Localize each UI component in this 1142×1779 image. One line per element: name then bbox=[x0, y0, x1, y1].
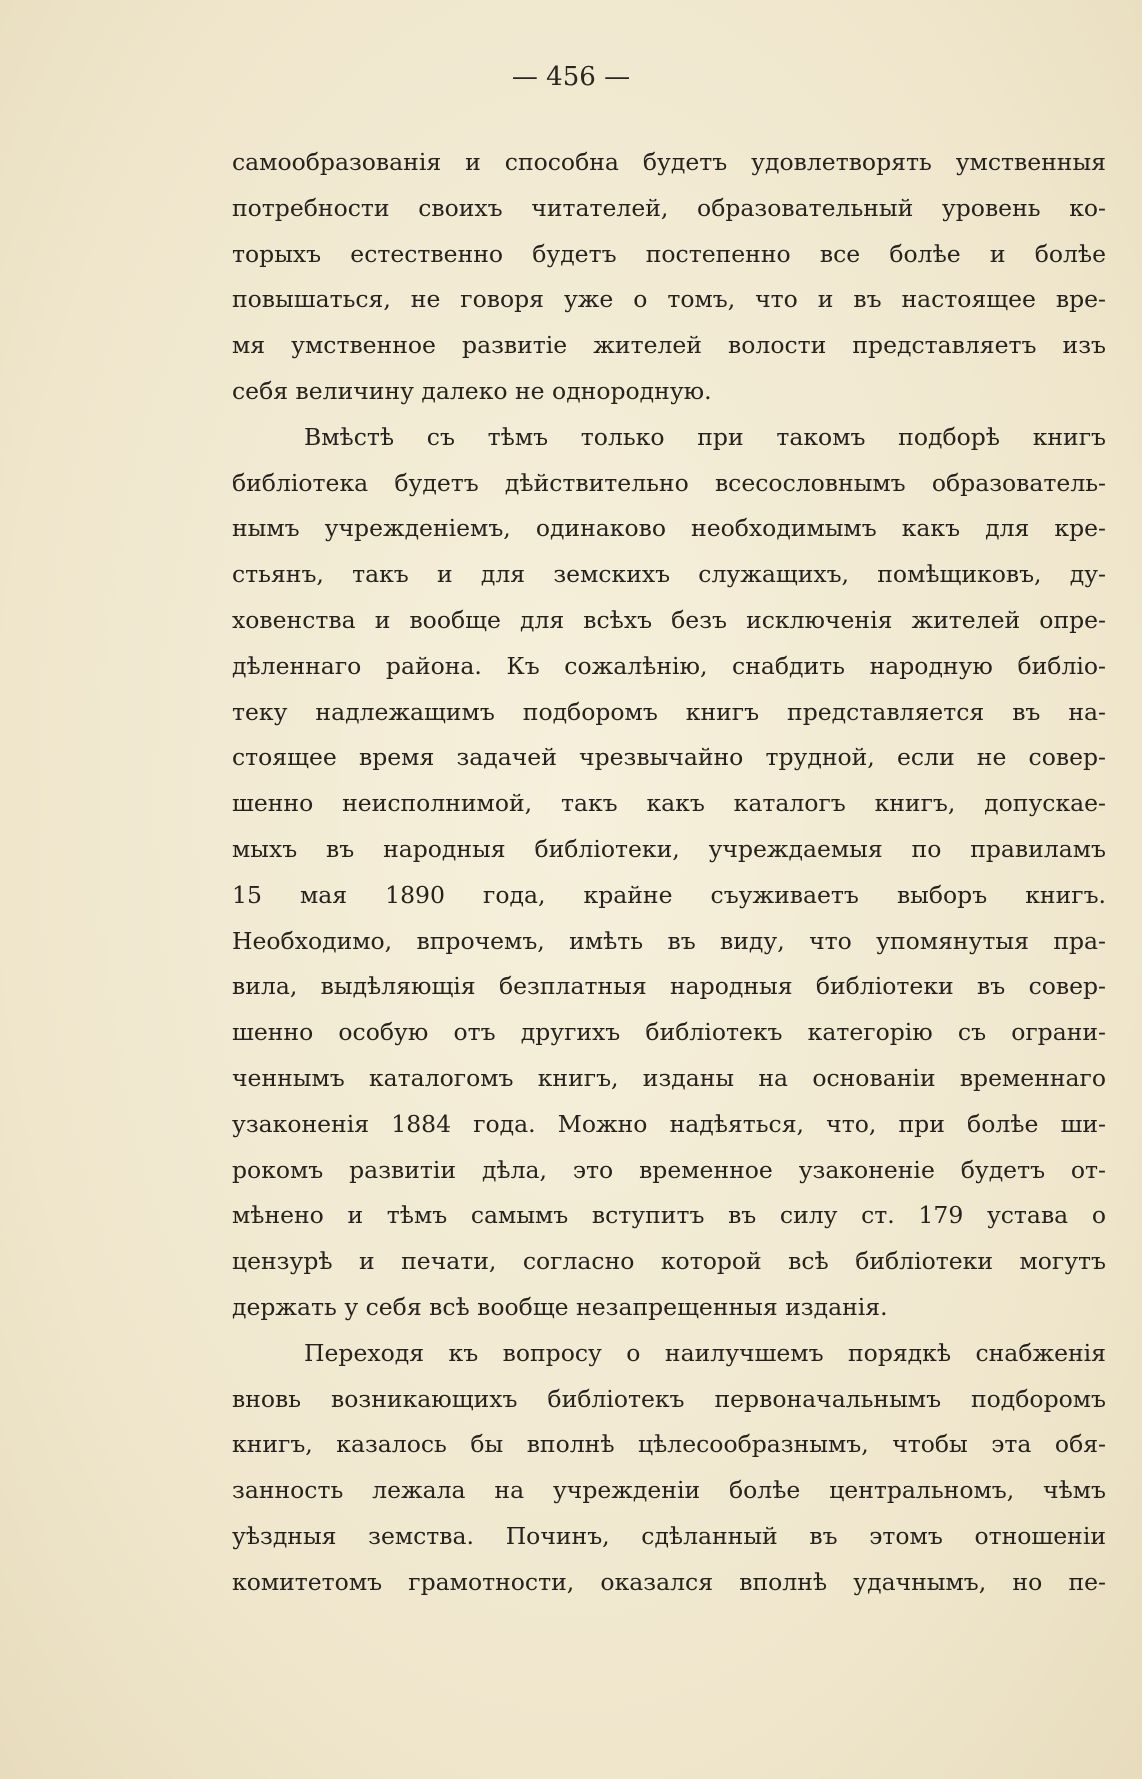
text-line: ченнымъ каталогомъ книгъ, изданы на основаніи временнаго bbox=[232, 1063, 1106, 1092]
text-line: библіотека будетъ дѣйствительно всесословнымъ образователь- bbox=[232, 468, 1106, 497]
text-line: держать у себя всѣ вообще незапрещенныя изданія. bbox=[232, 1292, 888, 1321]
text-line: 15 мая 1890 года, крайне съуживаетъ выборъ книгъ. bbox=[232, 880, 1106, 909]
text-line: цензурѣ и печати, согласно которой всѣ библіотеки могутъ bbox=[232, 1247, 1106, 1276]
text-line: уѣздныя земства. Починъ, сдѣланный въ этомъ отношеніи bbox=[232, 1521, 1106, 1550]
text-line: стоящее время задачей чрезвычайно трудной, если не совер- bbox=[232, 743, 1106, 772]
paragraph-2 bbox=[232, 415, 1106, 1331]
text-line: нымъ учрежденіемъ, одинаково необходимымъ какъ для кре- bbox=[232, 514, 1106, 543]
text-line: повышаться, не говоря уже о томъ, что и въ настоящее вре- bbox=[232, 285, 1106, 314]
text-line: мѣнено и тѣмъ самымъ вступитъ въ силу ст. 179 устава о bbox=[232, 1201, 1106, 1230]
text-line: дѣленнаго района. Къ сожалѣнію, снабдить народную библіо- bbox=[232, 651, 1106, 680]
text-line: рокомъ развитіи дѣла, это временное узаконеніе будетъ от- bbox=[232, 1155, 1106, 1184]
text-line: шенно особую отъ другихъ библіотекъ категорію съ ограни- bbox=[232, 1018, 1106, 1047]
text-line: мыхъ въ народныя библіотеки, учреждаемыя по правиламъ bbox=[232, 834, 1106, 863]
text-line: Необходимо, впрочемъ, имѣть въ виду, что упомянутыя пра- bbox=[232, 926, 1106, 955]
text-line: шенно неисполнимой, такъ какъ каталогъ книгъ, допускае- bbox=[232, 789, 1106, 818]
text-line: стьянъ, такъ и для земскихъ служащихъ, помѣщиковъ, ду- bbox=[232, 560, 1106, 589]
text-line: книгъ, казалось бы вполнѣ цѣлесообразнымъ, чтобы эта обя- bbox=[232, 1430, 1106, 1459]
text-line: комитетомъ грамотности, оказался вполнѣ удачнымъ, но пе- bbox=[232, 1567, 1106, 1596]
text-line: узаконенія 1884 года. Можно надѣяться, что, при болѣе ши- bbox=[232, 1109, 1106, 1138]
text-line: потребности своихъ читателей, образовательный уровень ко- bbox=[232, 193, 1106, 222]
text-line: теку надлежащимъ подборомъ книгъ представляется въ на- bbox=[232, 697, 1106, 726]
text-line: самообразованія и способна будетъ удовлетворять умственныя bbox=[232, 148, 1106, 176]
text-line: Переходя къ вопросу о наилучшемъ порядкѣ снабженія bbox=[304, 1338, 1106, 1367]
text-line: себя величину далеко не однородную. bbox=[232, 376, 712, 405]
text-line: ховенства и вообще для всѣхъ безъ исключенія жителей опре- bbox=[232, 605, 1106, 634]
text-line: торыхъ естественно будетъ постепенно все болѣе и болѣе bbox=[232, 239, 1106, 268]
paragraph-3 bbox=[232, 1331, 1106, 1606]
text-line: вила, выдѣляющія безплатныя народныя библіотеки въ совер- bbox=[232, 972, 1106, 1001]
text-line: мя умственное развитіе жителей волости представляетъ изъ bbox=[232, 331, 1106, 360]
paragraph-1 bbox=[232, 140, 1106, 415]
text-line: занность лежала на учрежденіи болѣе центральномъ, чѣмъ bbox=[232, 1476, 1106, 1505]
page-number: — 456 — bbox=[511, 62, 631, 92]
text-line: вновь возникающихъ библіотекъ первоначальнымъ подборомъ bbox=[232, 1384, 1106, 1413]
text-line: Вмѣстѣ съ тѣмъ только при такомъ подборѣ книгъ bbox=[304, 422, 1106, 451]
body-text bbox=[232, 140, 1106, 1606]
